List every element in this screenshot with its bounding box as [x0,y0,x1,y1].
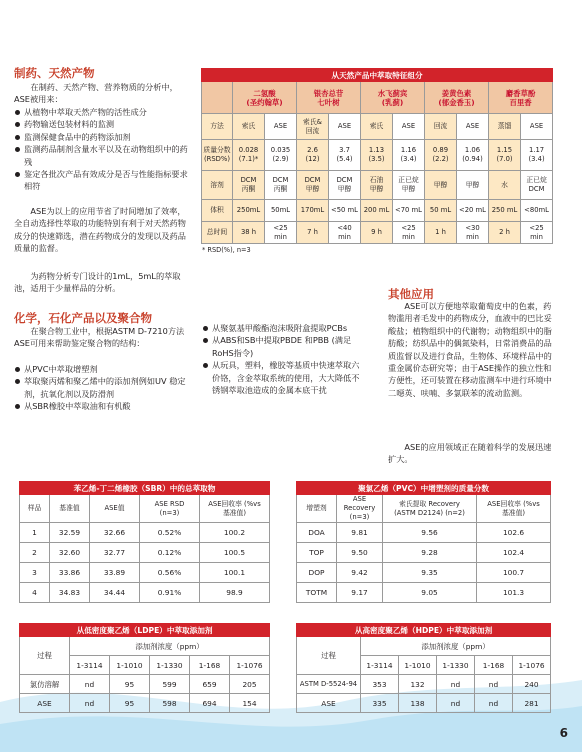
table-cell: 1.17 (3.4) [521,140,553,171]
column-header: 1-3114 [361,656,399,675]
table-cell: 250mL [233,200,265,222]
table-row [20,637,270,656]
table-cell: 50 mL [425,200,457,222]
other-paragraph-1: ASE可以方便地萃取葡萄皮中的色素，药物滥用者毛发中的药物成分，血液中的巴比妥酸盐；植物组织中的代谢物；动物组织中的脂肪酸；纺织品中的偶氮染料，日常消费品的品质监督以及进行食品，生物体、环境样品中的重金属价态研究等；由于ASE操作的独立性和方便性，还可装置在移动监测车中进行环境中二噁英、呋喃、多氯联苯的流动监测。 [388,301,552,398]
pharma-paragraph-2: 为药物分析专门设计的1mL，5mL的萃取池，适用于少量样品的分析。 [14,271,181,294]
table-cell: 659 [190,675,230,694]
table-cell: 0.028 (7.1)* [233,140,265,171]
column-header: ASE回收率 (%vs 基准值) [200,495,270,523]
table-cell: 599 [150,675,190,694]
pharma-heading: 制药、天然产物 [14,66,95,80]
table-caption: 从天然产品中萃取特征组分 [202,69,553,82]
table-caption: 聚氯乙烯（PVC）中增塑剂的质量分数 [297,482,551,495]
table-cell: ASE [329,114,361,140]
bullet-item: 鉴定各批次产品有效成分是否与性能指标要求相符 [14,168,190,193]
bullet-item: 从SBR橡胶中萃取油和有机酸 [14,400,190,412]
table-footnote: * RSD(%), n=3 [202,246,251,254]
table-cell: 170mL [297,200,329,222]
table-cell: 154 [230,694,270,713]
table-cell: 32.66 [90,523,140,543]
table-cell: 1.16 (3.4) [393,140,425,171]
concentration-header: 添加剂浓度（ppm） [70,637,270,656]
table-cell: nd [475,694,513,713]
process-header: 过程 [20,637,70,675]
column-header: ASE Recovery (n=3) [337,495,383,523]
table-cell: 蒸馏 [489,114,521,140]
table-row [297,495,551,523]
table-cell: DCM 丙酮 [233,171,265,200]
row-label: 体积 [202,200,233,222]
column-header: ASE回收率 (%vs 基准值) [477,495,551,523]
column-header: 基准值 [50,495,90,523]
bullet-item: 药物输送包装材料的监测 [14,118,190,130]
table-cell: 598 [150,694,190,713]
concentration-header: 添加剂浓度（ppm） [361,637,551,656]
process-header: 过程 [297,637,361,675]
table-cell: DCM 丙酮 [265,171,297,200]
table-cell: 9.42 [337,563,383,583]
table-row [297,583,551,603]
bullet-item: 从玩具，塑料，橡胶等基质中快速萃取六价铬，含金萃取系统的使用，大大降低不锈钢萃取池造成的金属本底干扰 [202,359,364,396]
table-row [202,200,553,222]
table-cell: 101.3 [477,583,551,603]
pharma-intro: 在制药、天然产物、营养物质的分析中，ASE被用来： [14,82,178,105]
table-cell: 3 [20,563,50,583]
table-cell: 甲醇 [425,171,457,200]
sbr-table [19,481,270,603]
pharma-paragraph-1: ASE为以上的应用节省了时间增加了效率，全自动选择性萃取的功能特别有利于对天然药物成分的快速筛选，潜在药物成分的发现以及药品质量的监督。 [14,206,186,254]
page-number: 6 [559,726,568,740]
table-cell: 32.60 [50,543,90,563]
table-caption: 从高密度聚乙烯（HDPE）中萃取添加剂 [297,624,551,637]
table-cell: 281 [513,694,551,713]
table-cell: 9.05 [383,583,477,603]
table-cell: 索氏& 回流 [297,114,329,140]
row-label: 总时间 [202,222,233,244]
row-label: ASE [20,694,70,713]
chem-bullet-list-left [14,363,190,413]
table-cell: ASE [265,114,297,140]
table-row [202,171,553,200]
column-header: ASE值 [90,495,140,523]
chem-intro: 在聚合物工业中，根据ASTM D-7210方法ASE可用来帮助鉴定聚合物的结构： [14,326,185,349]
table-cell: 1 [20,523,50,543]
table-row [297,523,551,543]
table-cell: 38 h [233,222,265,244]
table-cell: 2 [20,543,50,563]
table-cell: <20 mL [457,200,489,222]
table-cell: 100.1 [200,563,270,583]
table-cell: 0.91% [140,583,200,603]
table-row [20,563,270,583]
table-cell: 0.56% [140,563,200,583]
table-cell: 9.56 [383,523,477,543]
table-cell: DOA [297,523,337,543]
table-cell: DCM 甲醇 [329,171,361,200]
table-cell: DCM 甲醇 [297,171,329,200]
table-cell: 0.52% [140,523,200,543]
table-row [20,583,270,603]
table-row [20,624,270,637]
table-cell: 水 [489,171,521,200]
table-cell: 4 [20,583,50,603]
table-cell: 250 mL [489,200,521,222]
table-cell: 335 [361,694,399,713]
table-cell: 9 h [361,222,393,244]
table-cell: 9.28 [383,543,477,563]
table-cell: 石油 甲醇 [361,171,393,200]
bullet-item: 萃取聚丙烯和聚乙烯中的添加剂例如UV 稳定剂，抗氧化剂以及防滑剂 [14,375,190,400]
table-cell: 240 [513,675,551,694]
table-cell: 9.81 [337,523,383,543]
table-cell: ASE [457,114,489,140]
table-cell: 34.83 [50,583,90,603]
table-cell: nd [70,694,110,713]
table-cell: 3.7 (5.4) [329,140,361,171]
table-row [20,543,270,563]
table-row [297,624,551,637]
table-cell: 2 h [489,222,521,244]
table-row [297,637,551,656]
table-row [20,495,270,523]
compound-header: 二氢酸 (圣约翰草) [233,82,297,114]
table-cell: 1.06 (0.94) [457,140,489,171]
table-cell: <50 mL [329,200,361,222]
table-cell: 0.89 (2.2) [425,140,457,171]
table-cell: 138 [399,694,437,713]
table-cell: 95 [110,675,150,694]
column-header: 1-168 [190,656,230,675]
table-cell: nd [437,694,475,713]
bullet-item: 监测保健食品中的药物添加剂 [14,131,190,143]
table-cell: 正已烷 甲醇 [393,171,425,200]
table-cell: TOTM [297,583,337,603]
table-cell: 205 [230,675,270,694]
table-cell: <25 min [393,222,425,244]
column-header: 1-1330 [150,656,190,675]
table-cell: ASE [393,114,425,140]
table-cell: 0.035 (2.9) [265,140,297,171]
column-header: 样品 [20,495,50,523]
table-cell: 33.86 [50,563,90,583]
table-cell: 1.15 (7.0) [489,140,521,171]
compound-header: 水飞蓟宾 (乳蓟) [361,82,425,114]
row-label: 氯仿溶解 [20,675,70,694]
row-label: ASE [297,694,361,713]
table-cell: 32.77 [90,543,140,563]
table-cell: <70 mL [393,200,425,222]
table-row [202,82,553,114]
table-cell: 200 mL [361,200,393,222]
table-row [202,114,553,140]
table-row [297,563,551,583]
chem-heading: 化学，石化产品以及聚合物 [14,311,152,325]
table-cell: 2.6 (12) [297,140,329,171]
table-cell: ASE [521,114,553,140]
table-corner-cell [202,82,233,114]
table-row [20,523,270,543]
table-row [20,675,270,694]
table-cell: <25 min [265,222,297,244]
table-cell: nd [437,675,475,694]
table-cell: 0.12% [140,543,200,563]
bullet-item: 从聚氨基甲酸酯泡沫吸附盒提取PCBs [202,322,364,334]
row-label: 质量分数 (RSD%) [202,140,233,171]
table-cell: 95 [110,694,150,713]
bullet-item: 从PVC中萃取增塑剂 [14,363,190,375]
table-cell: 1.13 (3.5) [361,140,393,171]
table-cell: 9.50 [337,543,383,563]
column-header: 增塑剂 [297,495,337,523]
bullet-item: 监测药品制剂含量水平以及在动物组织中的药残 [14,143,190,168]
table-cell: 102.4 [477,543,551,563]
column-header: 1-1330 [437,656,475,675]
table-row [297,482,551,495]
table-caption: 苯乙烯-丁二烯橡胶（SBR）中的总萃取物 [20,482,270,495]
pvc-table [296,481,551,603]
column-header: 1-168 [475,656,513,675]
table-cell: <25 min [521,222,553,244]
column-header: 1-1010 [110,656,150,675]
table-cell: 9.17 [337,583,383,603]
table-cell: 50mL [265,200,297,222]
bullet-item: 从植物中萃取天然产物的活性成分 [14,106,190,118]
table-cell: 100.7 [477,563,551,583]
chem-bullet-list-right [202,322,364,396]
table-cell: <40 min [329,222,361,244]
table-cell: 353 [361,675,399,694]
table-row [20,482,270,495]
table-cell: TOP [297,543,337,563]
bullet-item: 从ABS和SB中提取PBDE 和PBB (满足 RoHS指令) [202,334,364,359]
compound-header: 麝香草酚 百里香 [489,82,553,114]
column-header: 1-3114 [70,656,110,675]
table-cell: 132 [399,675,437,694]
table-cell: 索氏 [233,114,265,140]
table-cell: 32.59 [50,523,90,543]
table-cell: 9.35 [383,563,477,583]
table-cell: 回流 [425,114,457,140]
table-cell: 100.5 [200,543,270,563]
table-caption: 从低密度聚乙烯（LDPE）中萃取添加剂 [20,624,270,637]
row-label: ASTM D-5524-94 [297,675,361,694]
table-row [297,543,551,563]
column-header: 索氏提取 Recovery (ASTM D2124) (n=2) [383,495,477,523]
table-cell: 98.9 [200,583,270,603]
table-cell: 102.6 [477,523,551,543]
table-row [202,69,553,82]
table-cell: nd [475,675,513,694]
ldpe-table [19,623,270,713]
table-row [202,140,553,171]
table-cell: <80mL [521,200,553,222]
table-cell: nd [70,675,110,694]
table-cell: 34.44 [90,583,140,603]
other-paragraph-2: ASE的应用领域正在随着科学的发展迅速扩大。 [388,442,552,465]
other-heading: 其他应用 [388,287,434,301]
table-row [20,694,270,713]
compound-header: 姜黄色素 (郁金香玉) [425,82,489,114]
table-row [297,694,551,713]
table-row [202,222,553,244]
column-header: ASE RSD (n=3) [140,495,200,523]
table-cell: 33.89 [90,563,140,583]
table-cell: DOP [297,563,337,583]
table-row [297,675,551,694]
table-cell: 694 [190,694,230,713]
row-label: 方法 [202,114,233,140]
column-header: 1-1076 [230,656,270,675]
compound-header: 银杏总苷 七叶树 [297,82,361,114]
column-header: 1-1076 [513,656,551,675]
table-cell: 100.2 [200,523,270,543]
table-cell: 甲醇 [457,171,489,200]
table-cell: 索氏 [361,114,393,140]
table-cell: 正已烷 DCM [521,171,553,200]
hdpe-table [296,623,551,713]
column-header: 1-1010 [399,656,437,675]
table-cell: <30 min [457,222,489,244]
table-cell: 7 h [297,222,329,244]
pharma-bullet-list [14,106,190,193]
table-cell: 1 h [425,222,457,244]
row-label: 溶剂 [202,171,233,200]
natural-products-table [201,68,553,244]
